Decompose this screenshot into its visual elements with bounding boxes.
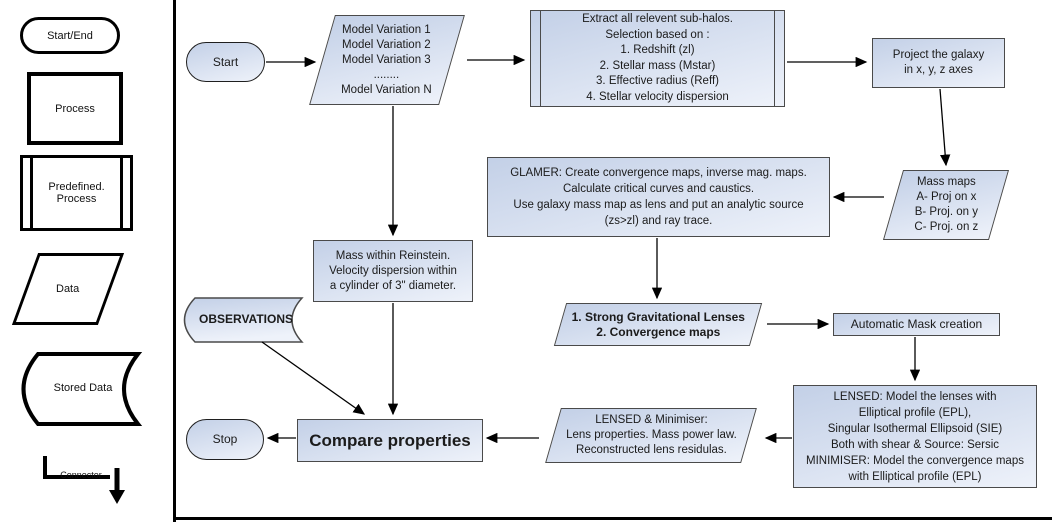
text-line: 2. Stellar mass (Mstar): [599, 59, 716, 72]
node-lensed-results-text: [537, 413, 766, 458]
node-model-variations: [309, 15, 465, 105]
text-line: 1. Redshift (zl): [620, 44, 695, 56]
node-project-galaxy: [872, 38, 1005, 88]
legend-predefined-line2: Process: [56, 193, 97, 205]
node-glamer: [487, 157, 830, 237]
text-line: Model Variation 2: [342, 38, 432, 51]
text-line: LENSED & Minimiser:: [594, 414, 708, 426]
text-line: with Elliptical profile (EPL): [848, 470, 982, 483]
text-line: Both with shear & Source: Sersic: [830, 438, 1000, 451]
text-line: Singular Isothermal Ellipsoid (SIE): [827, 422, 1003, 435]
legend-predefined-line1: Predefined.: [48, 181, 105, 193]
legend-data-shape: [12, 253, 124, 325]
text-line: (zs>zl) and ray trace.: [604, 215, 713, 227]
text-line: LENSED: Model the lenses with: [833, 390, 997, 403]
text-line: Velocity dispersion within: [329, 264, 457, 277]
text-line: Model Variation N: [341, 83, 433, 96]
text-line: C- Proj. on z: [914, 221, 978, 233]
node-stop-label: Stop: [212, 432, 238, 446]
legend-data-label: Data: [56, 283, 80, 295]
legend-process-shape: [27, 72, 123, 145]
node-observations-label: OBSERVATIONS: [198, 312, 293, 326]
legend-stored-data-label: Stored Data: [53, 382, 113, 394]
text-line: Mass within Reinstein.: [335, 249, 451, 262]
predefined-right-bar-icon: [774, 11, 775, 106]
node-start-label: Start: [212, 54, 239, 69]
text-line: 4. Stellar velocity dispersion: [586, 90, 729, 103]
arrow-project-to-massmaps: [940, 89, 946, 165]
text-line: 3. Effective radius (Reff): [596, 75, 719, 87]
node-compare-properties: [297, 419, 483, 462]
text-line: Elliptical profile (EPL),: [858, 406, 972, 419]
node-compare-label: Compare properties: [309, 431, 471, 450]
text-line: MINIMISER: Model the convergence maps: [806, 454, 1024, 467]
text-line: GLAMER: Create convergence maps, inverse mag. maps.: [510, 167, 807, 179]
text-line: Reconstructed lens residulas.: [575, 444, 727, 456]
arrow-observations-to-compare: [262, 342, 364, 414]
text-line: 1. Strong Gravitational Lenses: [571, 309, 745, 324]
predefined-right-bar-icon: [120, 158, 123, 228]
node-lenses-text: [544, 310, 773, 340]
legend-start-end-label: Start/End: [47, 29, 93, 42]
text-line: Extract all relevent sub-halos.: [582, 13, 733, 25]
legend-predefined-process-shape: [20, 155, 133, 231]
text-line: 2. Convergence maps: [595, 324, 721, 339]
predefined-left-bar-icon: [30, 158, 33, 228]
predefined-left-bar-icon: [540, 11, 541, 106]
legend-process-label: Process: [55, 102, 95, 115]
text-line: A- Proj on x: [915, 191, 977, 203]
node-extract-subhalos: [530, 10, 785, 107]
text-line: Project the galaxy: [892, 49, 985, 61]
node-start: [186, 42, 265, 82]
text-line: Mass maps: [916, 176, 976, 188]
text-line: Calculate critical curves and caustics.: [562, 183, 755, 195]
node-lensed-minimiser-models: [793, 385, 1037, 488]
text-line: Lens properties. Mass power law.: [565, 429, 737, 441]
node-mass-maps-text: [885, 175, 1008, 235]
node-mass-within-reinstein: [313, 240, 473, 302]
node-lenses-convergence-maps: [554, 303, 762, 346]
text-line: Selection based on :: [605, 28, 710, 41]
text-line: B- Proj. on y: [914, 206, 978, 218]
legend-start-end-shape: [20, 17, 120, 54]
node-stop: [186, 419, 264, 460]
text-line: Model Variation 1: [342, 23, 432, 36]
legend-connector-shape: [36, 452, 136, 508]
node-lensed-minimiser-results: [545, 408, 757, 463]
text-line: Use galaxy mass map as lens and put an analytic source: [513, 199, 804, 211]
node-mass-maps: [883, 170, 1009, 240]
bottom-border-line: [176, 517, 1052, 520]
text-line: Model Variation 3: [342, 53, 432, 66]
text-line: a cylinder of 3" diameter.: [329, 279, 457, 292]
panel-divider: [173, 0, 176, 522]
legend-connector-label: Connector: [60, 470, 102, 480]
text-line: ........: [374, 68, 400, 81]
node-automatic-mask: [833, 313, 1000, 336]
node-automatic-mask-label: Automatic Mask creation: [850, 317, 983, 331]
legend-predefined-label: [48, 181, 104, 205]
node-model-variations-text: [311, 23, 462, 98]
text-line: in x, y, z axes: [904, 64, 973, 76]
